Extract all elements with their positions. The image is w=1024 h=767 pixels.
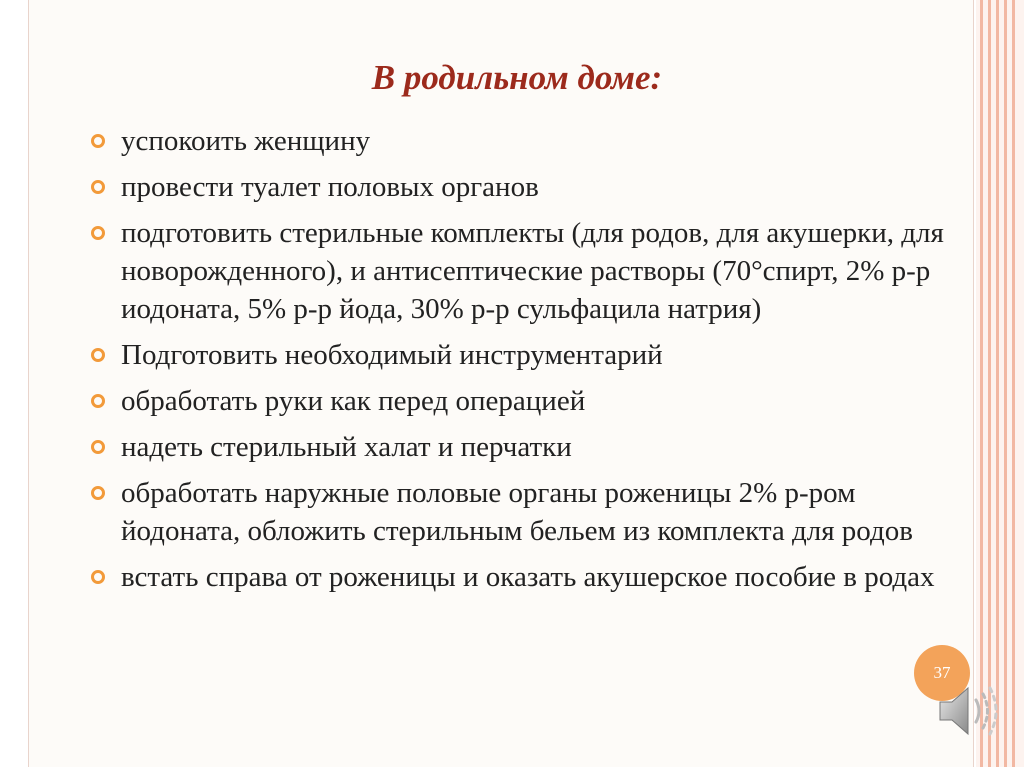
slide-content-frame — [28, 0, 974, 767]
circle-bullet-icon — [91, 134, 105, 148]
list-item — [91, 168, 951, 206]
circle-bullet-icon — [91, 440, 105, 454]
list-item — [91, 336, 951, 374]
list-item — [91, 558, 951, 596]
list-item — [91, 474, 951, 550]
list-item-text: провести туалет половых органов — [121, 171, 539, 203]
circle-bullet-icon — [91, 348, 105, 362]
circle-bullet-icon — [91, 570, 105, 584]
list-item-text: обработать руки как перед операцией — [121, 385, 586, 417]
list-item-text: подготовить стерильные комплекты (для родов, для акушерки, для новорожденного), и антисептические растворы (70°спирт, 2% р-р иодоната, 5% р-р йода, 30% р-р сульфацила натрия) — [121, 217, 944, 325]
list-item-text: Подготовить необходимый инструментарий — [121, 339, 663, 371]
list-item — [91, 122, 951, 160]
list-item-text: успокоить женщину — [121, 125, 371, 157]
list-item-text: встать справа от роженицы и оказать акушерское пособие в родах — [121, 561, 935, 593]
list-item-text: надеть стерильный халат и перчатки — [121, 431, 572, 463]
circle-bullet-icon — [91, 486, 105, 500]
speaker-icon[interactable] — [934, 676, 1004, 746]
circle-bullet-icon — [91, 226, 105, 240]
list-item — [91, 428, 951, 466]
circle-bullet-icon — [91, 394, 105, 408]
list-item — [91, 214, 951, 328]
list-item-text: обработать наружные половые органы роженицы 2% р-ром йодоната, обложить стерильным бельем из комплекта для родов — [121, 477, 913, 547]
list-item — [91, 382, 951, 420]
circle-bullet-icon — [91, 180, 105, 194]
decorative-stripes — [976, 0, 1024, 767]
slide-title: В родильном доме: — [371, 58, 663, 97]
page-number-badge: 37 — [914, 645, 970, 701]
bullet-list — [91, 122, 951, 604]
